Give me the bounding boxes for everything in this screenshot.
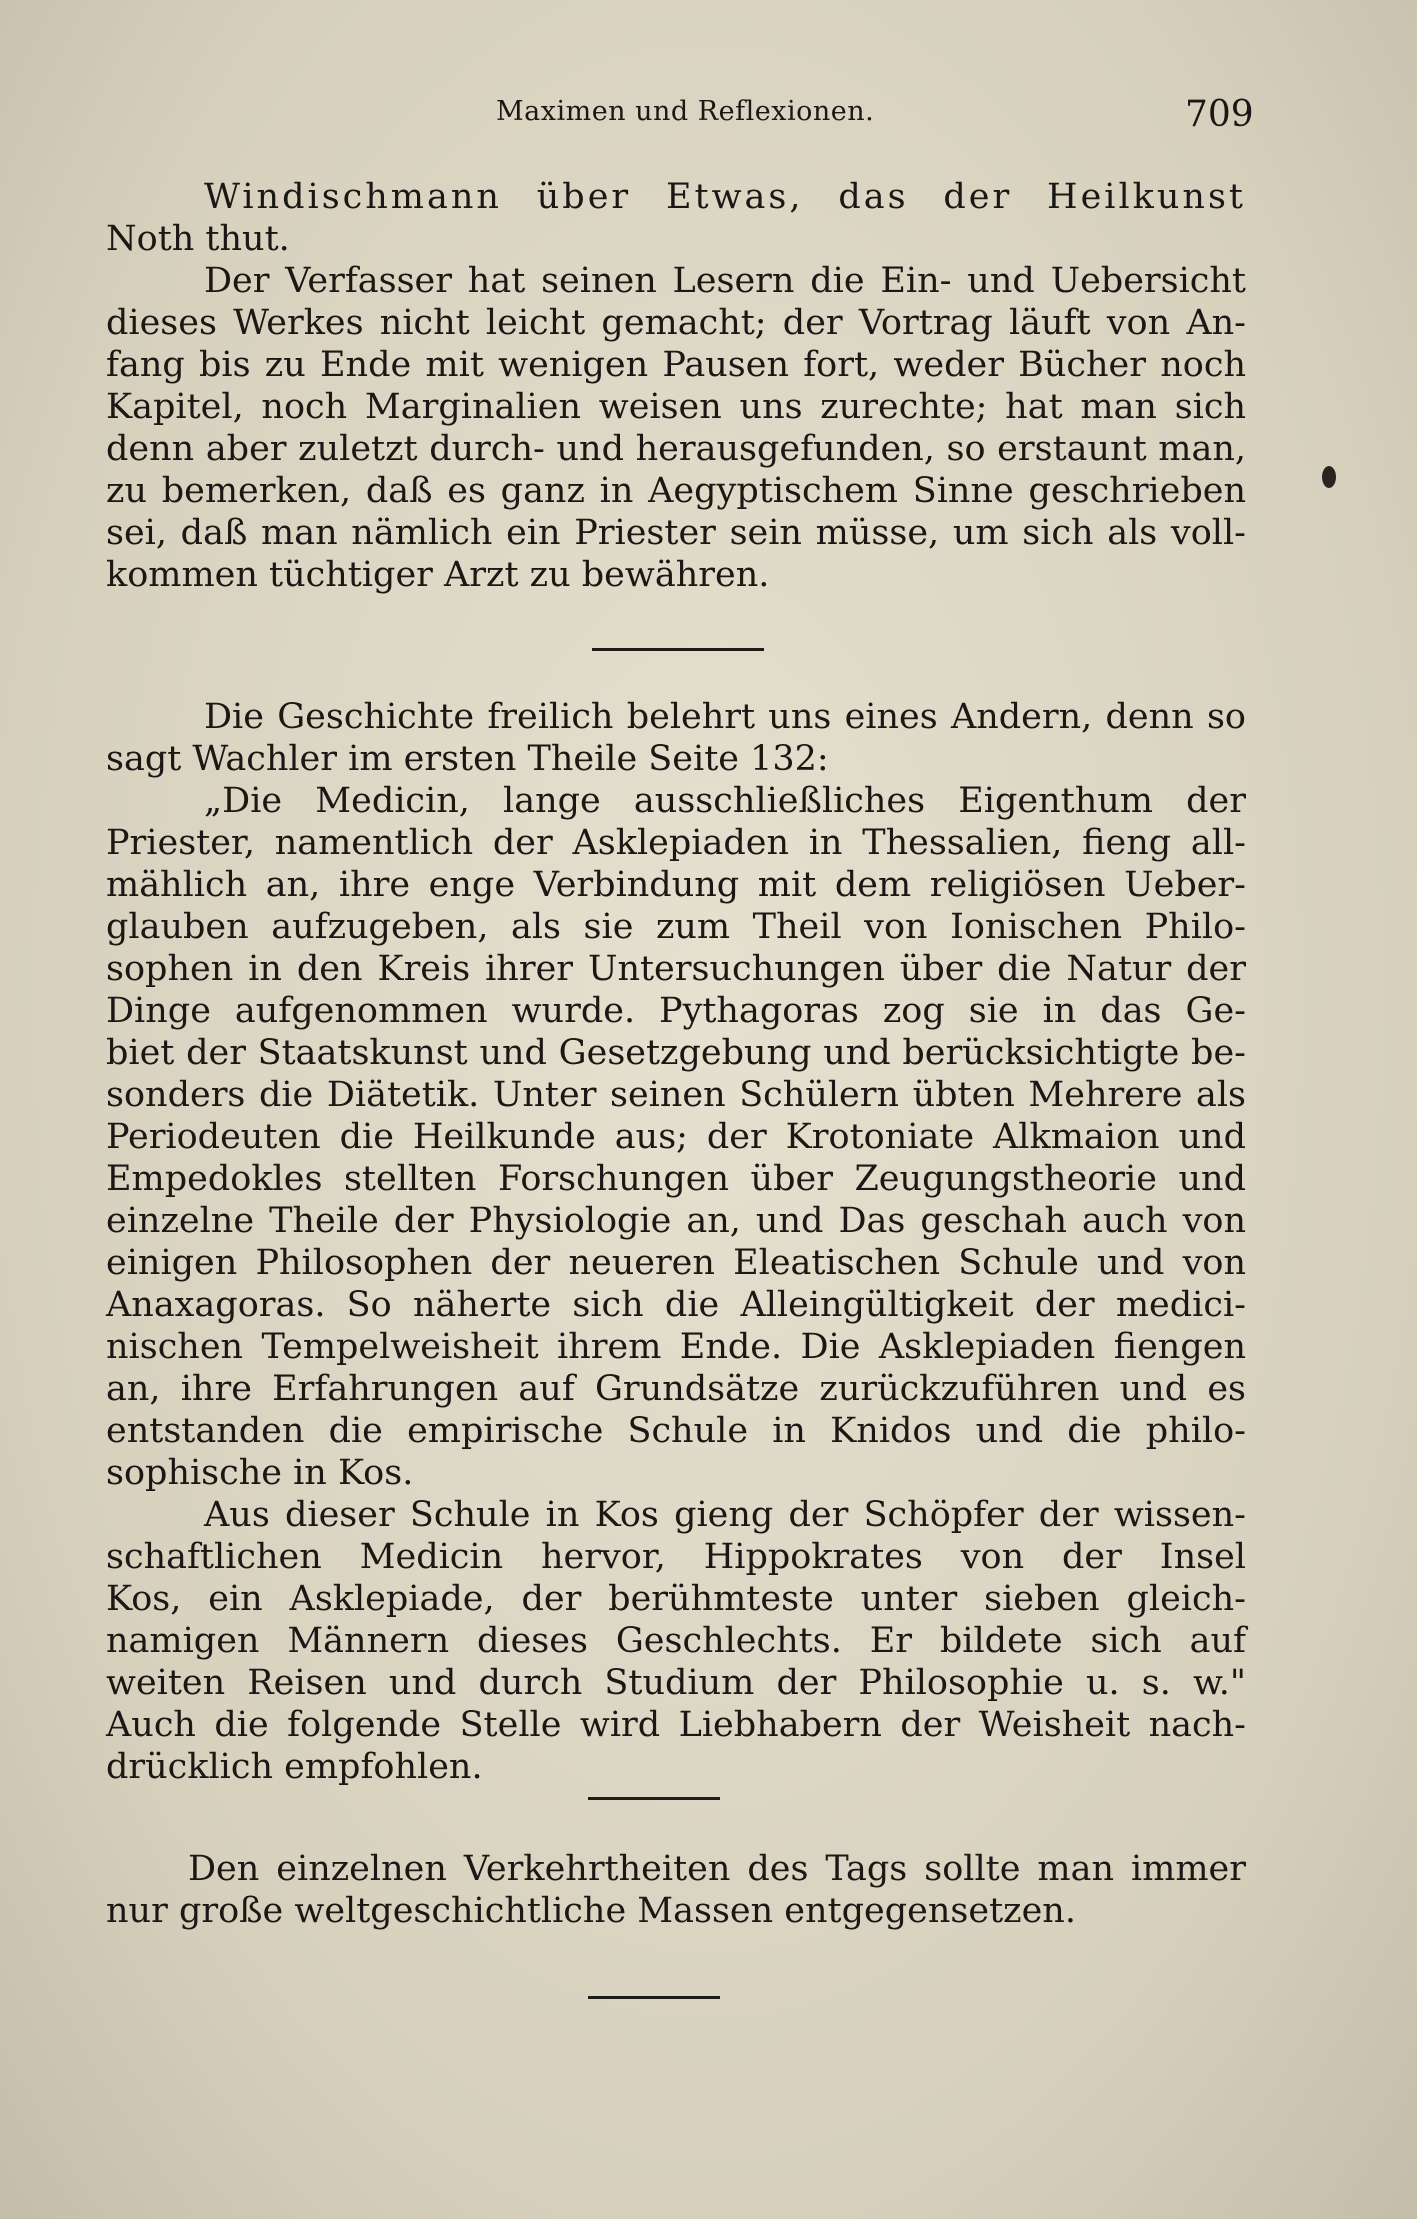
section-1 [106,176,1246,596]
text-line: nur große weltgeschichtliche Massen entgegensetzen. [106,1891,1076,1931]
text-line: Die Geschichte freilich belehrt uns eines Andern, denn so [204,697,1246,737]
text-line: sophische in Kos. [106,1453,414,1493]
section-2 [106,696,1246,1788]
text-line: entstanden die empirische Schule in Knidos und die philo- [106,1411,1246,1451]
text-line: „Die Medicin, lange ausschließliches Eigenthum der [204,781,1246,821]
text-line: denn aber zuletzt durch- und herausgefunden, so erstaunt man, [106,429,1246,469]
section-divider [592,648,764,651]
text-line: Priester, namentlich der Asklepiaden in Thessalien, fieng all- [106,823,1246,863]
text-line: glauben aufzugeben, als sie zum Theil von Ionischen Philo- [106,907,1246,947]
text-line: Den einzelnen Verkehrtheiten des Tags sollte man immer [188,1849,1246,1889]
text-line: einzelne Theile der Physiologie an, und Das geschah auch von [106,1201,1246,1241]
text-line: kommen tüchtiger Arzt zu bewähren. [106,555,770,595]
text-line: weiten Reisen und durch Studium der Philosophie u. s. w." [106,1663,1246,1703]
text-line: Noth thut. [106,219,290,259]
text-line: sophen in den Kreis ihrer Untersuchungen über die Natur der [106,949,1246,989]
text-line: Auch die folgende Stelle wird Liebhabern der Weisheit nach- [106,1705,1246,1745]
text-line: Kos, ein Asklepiade, der berühmteste unter sieben gleich- [106,1579,1246,1619]
text-line: sonders die Diätetik. Unter seinen Schülern übten Mehrere als [106,1075,1246,1115]
text-line: dieses Werkes nicht leicht gemacht; der Vortrag läuft von An- [106,303,1246,343]
text-line: einigen Philosophen der neueren Eleatischen Schule und von [106,1243,1246,1283]
text-line: Periodeuten die Heilkunde aus; der Krotoniate Alkmaion und [106,1117,1246,1157]
text-line: sagt Wachler im ersten Theile Seite 132: [106,739,829,779]
text-line: mählich an, ihre enge Verbindung mit dem religiösen Ueber- [106,865,1246,905]
text-line: Windischmann über Etwas, das der Heilkunst [204,177,1246,217]
text-line: nischen Tempelweisheit ihrem Ende. Die Asklepiaden fiengen [106,1327,1246,1367]
text-line: Aus dieser Schule in Kos gieng der Schöpfer der wissen- [204,1495,1246,1535]
text-line: biet der Staatskunst und Gesetzgebung und berücksichtigte be- [106,1033,1246,1073]
text-line: schaftlichen Medicin hervor, Hippokrates von der Insel [106,1537,1246,1577]
page-number: 709 [1185,94,1254,135]
section-3 [106,1848,1246,1932]
text-line: drücklich empfohlen. [106,1747,483,1787]
ink-speck [1322,466,1336,488]
text-line: namigen Männern dieses Geschlechts. Er bildete sich auf [106,1621,1246,1661]
text-line: Anaxagoras. So näherte sich die Alleingültigkeit der medici- [106,1285,1246,1325]
text-line: Dinge aufgenommen wurde. Pythagoras zog sie in das Ge- [106,991,1246,1031]
text-line: sei, daß man nämlich ein Priester sein müsse, um sich als voll- [106,513,1246,553]
text-line: fang bis zu Ende mit wenigen Pausen fort, weder Bücher noch [106,345,1246,385]
section-divider [588,1996,720,1999]
text-line: zu bemerken, daß es ganz in Aegyptischem Sinne geschrieben [106,471,1246,511]
text-line: an, ihre Erfahrungen auf Grundsätze zurückzuführen und es [106,1369,1246,1409]
text-line: Der Verfasser hat seinen Lesern die Ein- und Uebersicht [204,261,1246,301]
text-line: Kapitel, noch Marginalien weisen uns zurechte; hat man sich [106,387,1246,427]
section-divider [588,1797,720,1800]
running-head: Maximen und Reflexionen. [496,96,875,127]
text-line: Empedokles stellten Forschungen über Zeugungstheorie und [106,1159,1246,1199]
